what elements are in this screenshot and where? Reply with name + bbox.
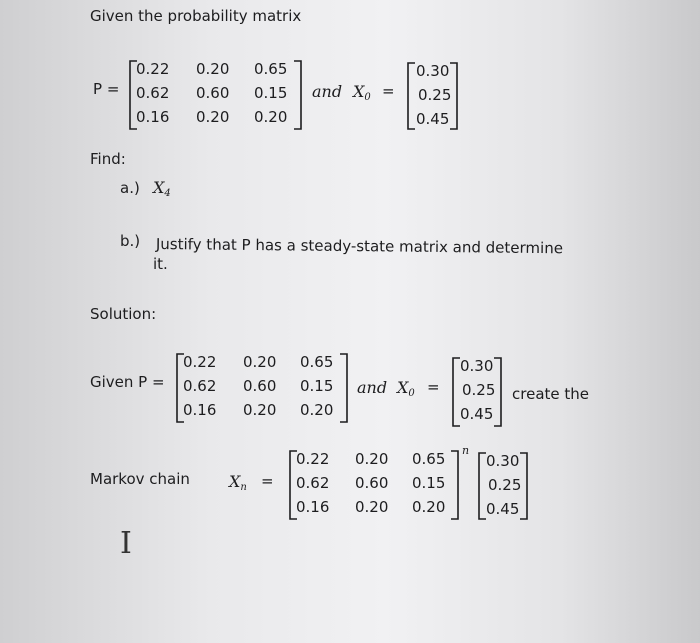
solution-matrix-p-cell: 0.20 xyxy=(300,401,334,419)
solution-x0-symbol: $X_0$ xyxy=(397,378,415,399)
power-n-superscript: n xyxy=(462,444,470,457)
markov-matrix-p-cell: 0.16 xyxy=(296,498,330,516)
markov-vector-x0-cell: 0.45 xyxy=(486,500,520,518)
markov-equals-sign: = xyxy=(261,472,274,490)
problem-title: Given the probability matrix xyxy=(90,7,302,25)
solution-vector-x0-right-bracket xyxy=(492,357,506,427)
solution-matrix-p-cell: 0.60 xyxy=(243,377,277,395)
markov-matrix-p-cell: 0.65 xyxy=(412,450,446,468)
p-label: P = xyxy=(93,80,120,98)
markov-matrix-p-cell: 0.22 xyxy=(296,450,330,468)
solution-matrix-p-cell: 0.15 xyxy=(300,377,334,395)
given-p-label: Given P = xyxy=(90,373,165,391)
solution-vector-x0-cell: 0.30 xyxy=(460,357,494,375)
solution-matrix-p-cell: 0.65 xyxy=(300,353,334,371)
markov-vector-x0-right-bracket xyxy=(518,452,532,520)
solution-matrix-p-cell: 0.16 xyxy=(183,401,217,419)
solution-matrix-p-cell: 0.22 xyxy=(183,353,217,371)
markov-matrix-p-cell: 0.60 xyxy=(355,474,389,492)
and-word: and xyxy=(312,82,343,101)
solution-matrix-p-cell: 0.20 xyxy=(243,353,277,371)
solution-matrix-p-cell: 0.20 xyxy=(243,401,277,419)
markov-vector-x0-cell: 0.25 xyxy=(488,476,522,494)
matrix-p-cell: 0.20 xyxy=(196,108,230,126)
part-b-text-line2: it. xyxy=(153,255,168,273)
markov-matrix-p-right-bracket xyxy=(449,450,463,520)
matrix-p-cell: 0.62 xyxy=(136,84,170,102)
markov-vector-x0-cell: 0.30 xyxy=(486,452,520,470)
solution-and-word: and xyxy=(357,378,388,397)
solution-heading: Solution: xyxy=(90,305,157,323)
solution-equals-sign: = xyxy=(427,378,440,396)
vector-x0-cell: 0.45 xyxy=(416,110,450,128)
solution-vector-x0-cell: 0.25 xyxy=(462,381,496,399)
markov-matrix-p-cell: 0.20 xyxy=(355,498,389,516)
matrix-p-cell: 0.60 xyxy=(196,84,230,102)
matrix-p-cell: 0.15 xyxy=(254,84,288,102)
part-b-text-line1: Justify that P has a steady-state matrix and determine xyxy=(155,235,564,258)
solution-matrix-p-right-bracket xyxy=(338,353,352,423)
find-heading: Find: xyxy=(90,150,126,168)
markov-matrix-p-cell: 0.20 xyxy=(355,450,389,468)
text-cursor-icon: I xyxy=(120,526,132,561)
vector-x0-cell: 0.30 xyxy=(416,62,450,80)
matrix-p-cell: 0.20 xyxy=(254,108,288,126)
matrix-p-cell: 0.16 xyxy=(136,108,170,126)
matrix-p-cell: 0.22 xyxy=(136,60,170,78)
vector-x0-left-bracket xyxy=(403,62,417,130)
part-a-x4: $X_4$ xyxy=(153,178,171,199)
x0-symbol: $X_0$ xyxy=(353,82,371,103)
markov-chain-label: Markov chain xyxy=(90,470,190,488)
markov-matrix-p-cell: 0.20 xyxy=(412,498,446,516)
create-the-text: create the xyxy=(512,385,589,403)
vector-x0-cell: 0.25 xyxy=(418,86,452,104)
markov-matrix-p-cell: 0.62 xyxy=(296,474,330,492)
markov-matrix-p-cell: 0.15 xyxy=(412,474,446,492)
part-b-label: b.) xyxy=(120,232,141,250)
matrix-p-right-bracket xyxy=(292,60,306,130)
solution-vector-x0-cell: 0.45 xyxy=(460,405,494,423)
vector-x0-right-bracket xyxy=(448,62,462,130)
part-a-label: a.) xyxy=(120,179,140,197)
solution-matrix-p-cell: 0.62 xyxy=(183,377,217,395)
xn-symbol: $X_n$ xyxy=(229,472,247,493)
matrix-p-cell: 0.20 xyxy=(196,60,230,78)
equals-sign: = xyxy=(382,82,395,100)
matrix-p-cell: 0.65 xyxy=(254,60,288,78)
